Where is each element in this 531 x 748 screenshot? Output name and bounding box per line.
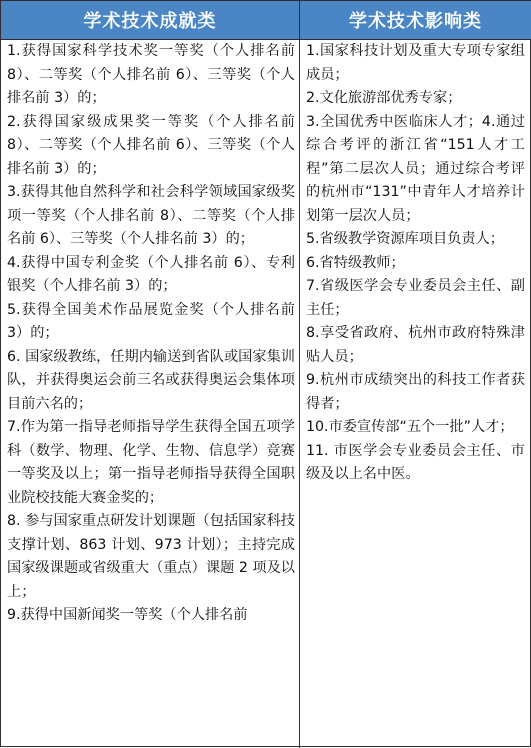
header-academic-influence: 学术技术影响类 [300,1,531,39]
achievement-item-6: 6. 国家级教练，任期内输送到省队或国家集训队，并获得奥运会前三名或获得奥运会集体项目前六名的； [7,348,295,412]
influence-item-5: 5.省级教学资源库项目负责人； [306,231,504,247]
influence-item-1: 1.国家科技计划及重大专项专家组成员； [306,43,525,83]
column-divider [299,1,300,748]
influence-item-2: 2.文化旅游部优秀专家； [306,90,462,106]
header-academic-achievement: 学术技术成就类 [1,1,299,39]
influence-item-8: 8.享受省政府、杭州市政府特殊津贴人员； [306,325,525,365]
influence-item-7: 7.省级医学会专业委员会主任、副主任； [306,278,525,318]
achievement-item-8: 8. 参与国家重点研发计划课题（包括国家科技支撑计划、863 计划、973 计划）；主持完成国家级课题或省级重大（重点）课题 2 项及以上； [7,513,295,600]
achievement-item-3: 3.获得其他自然科学和社会科学领域国家级奖项一等奖（个人排名前 8）、二等奖（个人排名前 6）、三等奖（个人排名前 3）的； [7,184,295,247]
achievement-item-4: 4.获得中国专利金奖（个人排名前 6）、专利银奖（个人排名前 3）的； [7,254,295,294]
achievement-item-7: 7.作为第一指导老师指导学生获得全国五项学科（数学、物理、化学、生物、信息学）竞赛一等奖及以上；第一指导老师指导获得全国职业院校技能大赛金奖的； [7,419,295,506]
influence-item-10: 10.市委宣传部“五个一批”人才； [306,419,514,435]
influence-item-3: 3.全国优秀中医临床人才；4.通过综合考评的浙江省“151人才工程”第二层次人员；通过综合考评的杭州市“131”中青年人才培养计划第一层次人员； [306,113,525,224]
influence-column [306,40,525,746]
achievement-item-1: 1.获得国家科学技术奖一等奖（个人排名前 8）、二等奖（个人排名前 6）、三等奖（个人排名前 3）的； [7,43,295,106]
influence-item-6: 6.省特级教师； [306,254,405,271]
influence-item-9: 9.杭州市成绩突出的科技工作者获得者； [306,372,525,412]
achievement-column [7,40,295,746]
influence-item-11: 11. 市医学会专业委员会主任、市级及以上名中医。 [306,442,525,482]
achievement-item-9: 9.获得中国新闻奖一等奖（个人排名前 [7,607,248,623]
achievement-item-2: 2.获得国家级成果奖一等奖（个人排名前 8）、二等奖（个人排名前 6）、三等奖（个人排名前 3）的； [7,113,295,177]
achievement-item-5: 5.获得全国美术作品展览金奖（个人排名前 3）的； [7,301,295,341]
